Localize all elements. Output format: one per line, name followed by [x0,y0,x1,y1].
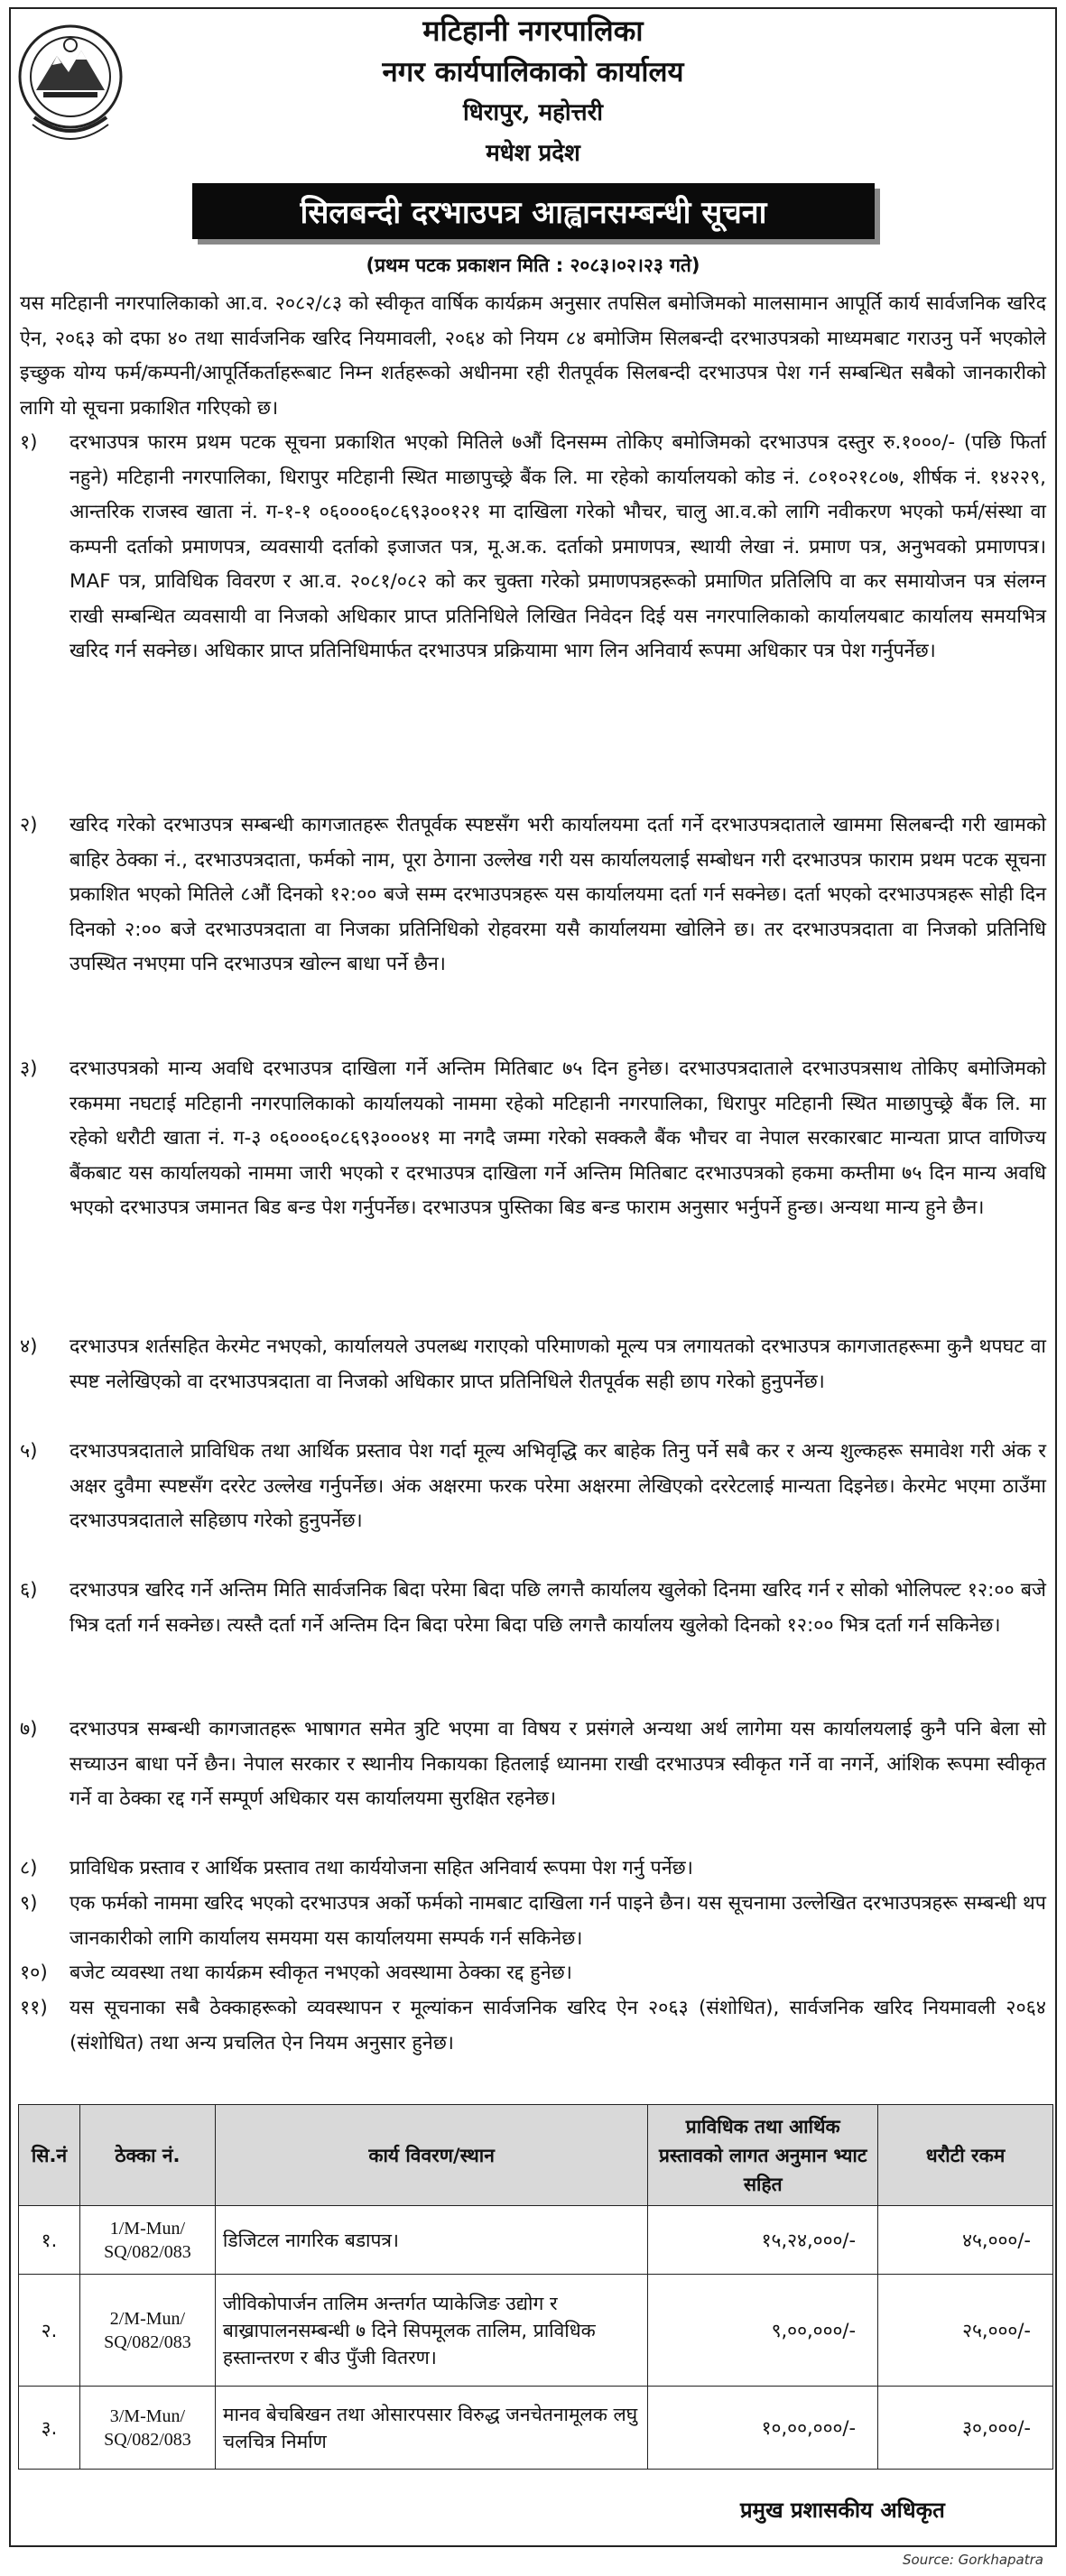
contracts-table [18,2104,1053,2470]
row-deposit: ४५,०००/- [878,2206,1053,2275]
office-address: धिरापुर, महोत्तरी [462,99,604,126]
row-cost: ९,००,०००/- [648,2275,878,2387]
condition-number: १०) [20,1962,48,1984]
header-deposit: धरौटी रकम [878,2105,1053,2206]
row-cost: १०,००,०००/- [648,2387,878,2470]
condition-item [20,1435,1046,1539]
province-name: मधेश प्रदेश [486,140,580,167]
condition-text: बजेट व्यवस्था तथा कार्यक्रम स्वीकृत नभएको अवस्थामा ठेक्का रद्द हुनेछ। [70,1962,572,1984]
condition-text: यस सूचनाका सबै ठेक्काहरूको व्यवस्थापन र मूल्यांकन सार्वजनिक खरिद ऐन २०६३ (संशोधित), सार्वजनिक खरिद नियमावली २०६४ (संशोधित) तथा अन्य प्रचलित ऐन नियम अनुसार हुनेछ। [70,1997,1046,2054]
row-description: मानव बेचबिखन तथा ओसारपसार विरुद्ध जनचेतनामूलक लघु चलचित्र निर्माण [215,2387,647,2470]
condition-text: खरिद गरेको दरभाउपत्र सम्बन्धी कागजातहरू रीतपूर्वक स्पष्टसँग भरी कार्यालयमा दर्ता गर्ने दरभाउपत्रदाताले खाममा सिलबन्दी गरी खामको बाहिर ठेक्का नं., दरभाउपत्रदाता, फर्मको नाम, पूरा ठेगाना उल्लेख गरी यस कार्यालयलाई सम्बोधन गरी दरभाउपत्र फाराम प्रथम पटक सूचना प्रकाशित भएको मितिले ८औं दिनको १२:०० बजे सम्म दरभाउपत्रहरू यस कार्यालयमा दर्ता गर्न सक्नेछ। दर्ता भएको दरभाउपत्रहरू सोही दिन दिनको २:०० बजे दरभाउपत्रदाता वा निजका प्रतिनिधिको रोहवरमा यसै कार्यालयमा खोलिने छ। तर दरभाउपत्रदाता वा निजको प्रतिनिधि उपस्थित नभएमा पनि दरभाउपत्र खोल्न बाधा पर्ने छैन। [70,814,1046,975]
condition-text: दरभाउपत्र खरिद गर्ने अन्तिम मिति सार्वजनिक बिदा परेमा बिदा पछि लगत्तै कार्यालय खुलेको दिनमा खरिद गर्न र सोको भोलिपल्ट १२:०० बजे भित्र दर्ता गर्न सक्नेछ। त्यस्तै दर्ता गर्ने अन्तिम दिन बिदा परेमा बिदा पछि लगत्तै कार्यालय खुलेको दिनको १२:०० भित्र दर्ता गर्न सकिनेछ। [70,1579,1046,1637]
condition-text: दरभाउपत्र सम्बन्धी कागजातहरू भाषागत समेत त्रुटि भएमा वा विषय र प्रसंगले अन्यथा अर्थ लागेमा यस कार्यालयलाई कुनै पनि बेला सो सच्याउन बाधा पर्ने छैन। नेपाल सरकार र स्थानीय निकायका हितलाई ध्यानमा राखी दरभाउपत्र स्वीकृत गर्ने वा नगर्ने, आंशिक रूपमा स्वीकृत गर्ने वा ठेक्का रद्द गर्ने सम्पूर्ण अधिकार यस कार्यालयमा सुरक्षित रहनेछ। [70,1718,1046,1810]
condition-item [20,1052,1046,1226]
source-credit: Source: Gorkhapatra [903,2552,1043,2568]
row-contract-no: 3/M-Mun/ SQ/082/083 [79,2387,215,2470]
condition-item [20,1991,1046,2061]
condition-item [20,1851,1046,1887]
municipality-name: मटिहानी नगरपालिका [422,14,644,48]
row-cost: १५,२४,०००/- [648,2206,878,2275]
row-sn: २. [19,2275,80,2387]
row-deposit: २५,०००/- [878,2275,1053,2387]
condition-number: २) [20,814,38,836]
condition-number: ७) [20,1718,38,1740]
row-deposit: ३०,०००/- [878,2387,1053,2470]
condition-number: ३) [20,1057,38,1080]
condition-number: ८) [20,1857,38,1879]
table-row [19,2275,1053,2387]
condition-item [20,1956,1046,1991]
condition-item [20,426,1046,669]
publication-date: (प्रथम पटक प्रकाशन मिति : २०८३।०२।२३ गते) [366,254,700,276]
condition-item [20,1887,1046,1956]
condition-text: दरभाउपत्रको मान्य अवधि दरभाउपत्र दाखिला गर्ने अन्तिम मितिबाट ७५ दिन हुनेछ। दरभाउपत्रदाताले दरभाउपत्रसाथ तोकिए बमोजिमको रकममा नघटाई मटिहानी नगरपालिकाको कार्यालयको नाममा रहेको मटिहानी नगरपालिका, धिरापुर मटिहानी स्थित माछापुच्छ्रे बैंक लि. मा रहेको धरौटी खाता नं. ग-३ ०६०००६०८६९३०००४१ मा नगदै जम्मा गरेको सक्कलै बैंक भौचर वा नेपाल सरकारबाट मान्यता प्राप्त वाणिज्य बैंकबाट यस कार्यालयको नाममा जारी भएको र दरभाउपत्र दाखिला गर्ने अन्तिम मितिबाट दरभाउपत्रको हकमा कम्तीमा ७५ दिन मान्य अवधि भएको दरभाउपत्र जमानत बिड बन्ड पेश गर्नुपर्नेछ। दरभाउपत्र पुस्तिका बिड बन्ड फाराम अनुसार भर्नुपर्ने हुन्छ। अन्यथा मान्य हुने छैन। [70,1057,1046,1219]
condition-text: प्राविधिक प्रस्ताव र आर्थिक प्रस्ताव तथा कार्ययोजना सहित अनिवार्य रूपमा पेश गर्नु पर्नेछ। [70,1857,693,1879]
row-contract-no: 1/M-Mun/ SQ/082/083 [79,2206,215,2275]
condition-number: ५) [20,1440,38,1463]
condition-number: ६) [20,1579,38,1602]
row-contract-no: 2/M-Mun/ SQ/082/083 [79,2275,215,2387]
header-cost-estimate: प्राविधिक तथा आर्थिक प्रस्तावको लागत अनुमान भ्याट सहित [648,2105,878,2206]
condition-item [20,1713,1046,1817]
condition-item [20,808,1046,983]
row-sn: ३. [19,2387,80,2470]
condition-text: दरभाउपत्रदाताले प्राविधिक तथा आर्थिक प्रस्ताव पेश गर्दा मूल्य अभिवृद्धि कर बाहेक तिनु पर्ने सबै कर र अन्य शुल्कहरू समावेश गरी अंक र अक्षर दुवैमा स्पष्टसँग दररेट उल्लेख गर्नुपर्नेछ। अंक अक्षरमा फरक परेमा अक्षरमा लेखिएको दररेटलाई मान्यता दिइनेछ। केरमेट भएमा ठाउँमा दरभाउपत्रदाताले सहिछाप गरेको हुनुपर्नेछ। [70,1440,1046,1532]
condition-number: १) [20,431,38,454]
condition-text: दरभाउपत्र फारम प्रथम पटक सूचना प्रकाशित भएको मितिले ७औं दिनसम्म तोकिए बमोजिमको दरभाउपत्र दस्तुर रु.१०००/- (पछि फिर्ता नहुने) मटिहानी नगरपालिका, धिरापुर मटिहानी स्थित माछापुच्छ्रे बैंक लि. मा रहेको कार्यालयको कोड नं. ८०१०२१८०७, शीर्षक नं. १४२२९, आन्तरिक राजस्व खाता नं. ग-१-१ ०६०००६०८६९३००१२१ मा दाखिला गरेको भौचर, चालु आ.व.को लागि नवीकरण भएको फर्म/संस्था वा कम्पनी दर्ताको प्रमाणपत्र, व्यवसायी दर्ताको इजाजत पत्र, मू.अ.क. दर्ताको प्रमाणपत्र, स्थायी लेखा नं. प्रमाण पत्र, अनुभवको प्रमाणपत्र। MAF पत्र, प्राविधिक विवरण र आ.व. २०८१/०८२ को कर चुक्ता गरेको प्रमाणपत्रहरूको प्रमाणित प्रतिलिपि वा कर समायोजन पत्र संलग्न राखी सम्बन्धित व्यवसायी वा निजको अधिकार प्राप्त प्रतिनिधिले लिखित निवेदन दिई यस नगरपालिकाको कार्यालयबाट कार्यालय समयभित्र खरिद गर्न सक्नेछ। अधिकार प्राप्त प्रतिनिधिमार्फत दरभाउपत्र प्रक्रियामा भाग लिन अनिवार्य रूपमा अधिकार पत्र पेश गर्नुपर्नेछ। [70,431,1046,662]
condition-number: ९) [20,1892,38,1915]
condition-item [20,1574,1046,1643]
condition-text: दरभाउपत्र शर्तसहित केरमेट नभएको, कार्यालयले उपलब्ध गराएको परिमाणको मूल्य पत्र लगायतको दरभाउपत्र कागजातहरूमा कुनै थपघट वा स्पष्ट नलेखिएको वा दरभाउपत्रदाता वा निजको अधिकार प्राप्त प्रतिनिधिले रीतपूर्वक सही छाप गरेको हुनुपर्नेछ। [70,1335,1046,1393]
condition-number: ११) [20,1997,48,2019]
condition-text: एक फर्मको नाममा खरिद भएको दरभाउपत्र अर्को फर्मको नामबाट दाखिला गर्न पाइने छैन। यस सूचनामा उल्लेखित दरभाउपत्रहरू सम्बन्धी थप जानकारीको लागि कार्यालय समयमा यस कार्यालयमा सम्पर्क गर्न सकिनेछ। [70,1892,1046,1950]
table-row [19,2387,1053,2470]
intro-paragraph: यस मटिहानी नगरपालिकाको आ.व. २०८२/८३ को स्वीकृत वार्षिक कार्यक्रम अनुसार तपसिल बमोजिमको मालसामान आपूर्ति कार्य सार्वजनिक खरिद ऐन, २०६३ को दफा ४० तथा सार्वजनिक खरिद नियमावली, २०६४ को नियम ८४ बमोजिम सिलबन्दी दरभाउपत्रको माध्यमबाट गराउनु पर्ने भएकोले इच्छुक योग्य फर्म/कम्पनी/आपूर्तिकर्ताहरूबाट निम्न शर्तहरूको अधीनमा रही रीतपूर्वक सिलबन्दी दरभाउपत्र पेश गर्न सम्बन्धित सबैको जानकारीको लागि यो सूचना प्रकाशित गरिएको छ। [20,292,1046,420]
row-sn: १. [19,2206,80,2275]
table-header-row [19,2105,1053,2206]
notice-title: सिलबन्दी दरभाउपत्र आह्वानसम्बन्धी सूचना [192,183,875,239]
signatory-title: प्रमुख प्रशासकीय अधिकृत [740,2498,945,2523]
header-sn: सि.नं [19,2105,80,2206]
row-description: जीविकोपार्जन तालिम अन्तर्गत प्याकेजिङ उद्योग र बाख्रापालनसम्बन्धी ७ दिने सिपमूलक तालिम, प्राविधिक हस्तान्तरण र बीउ पुँजी वितरण। [215,2275,647,2387]
condition-item [20,1330,1046,1399]
header-description: कार्य विवरण/स्थान [215,2105,647,2206]
table-row [19,2206,1053,2275]
row-description: डिजिटल नागरिक बडापत्र। [215,2206,647,2275]
office-name: नगर कार्यपालिकाको कार्यालय [382,56,684,88]
condition-number: ४) [20,1335,38,1358]
header-contract-no: ठेक्का नं. [79,2105,215,2206]
